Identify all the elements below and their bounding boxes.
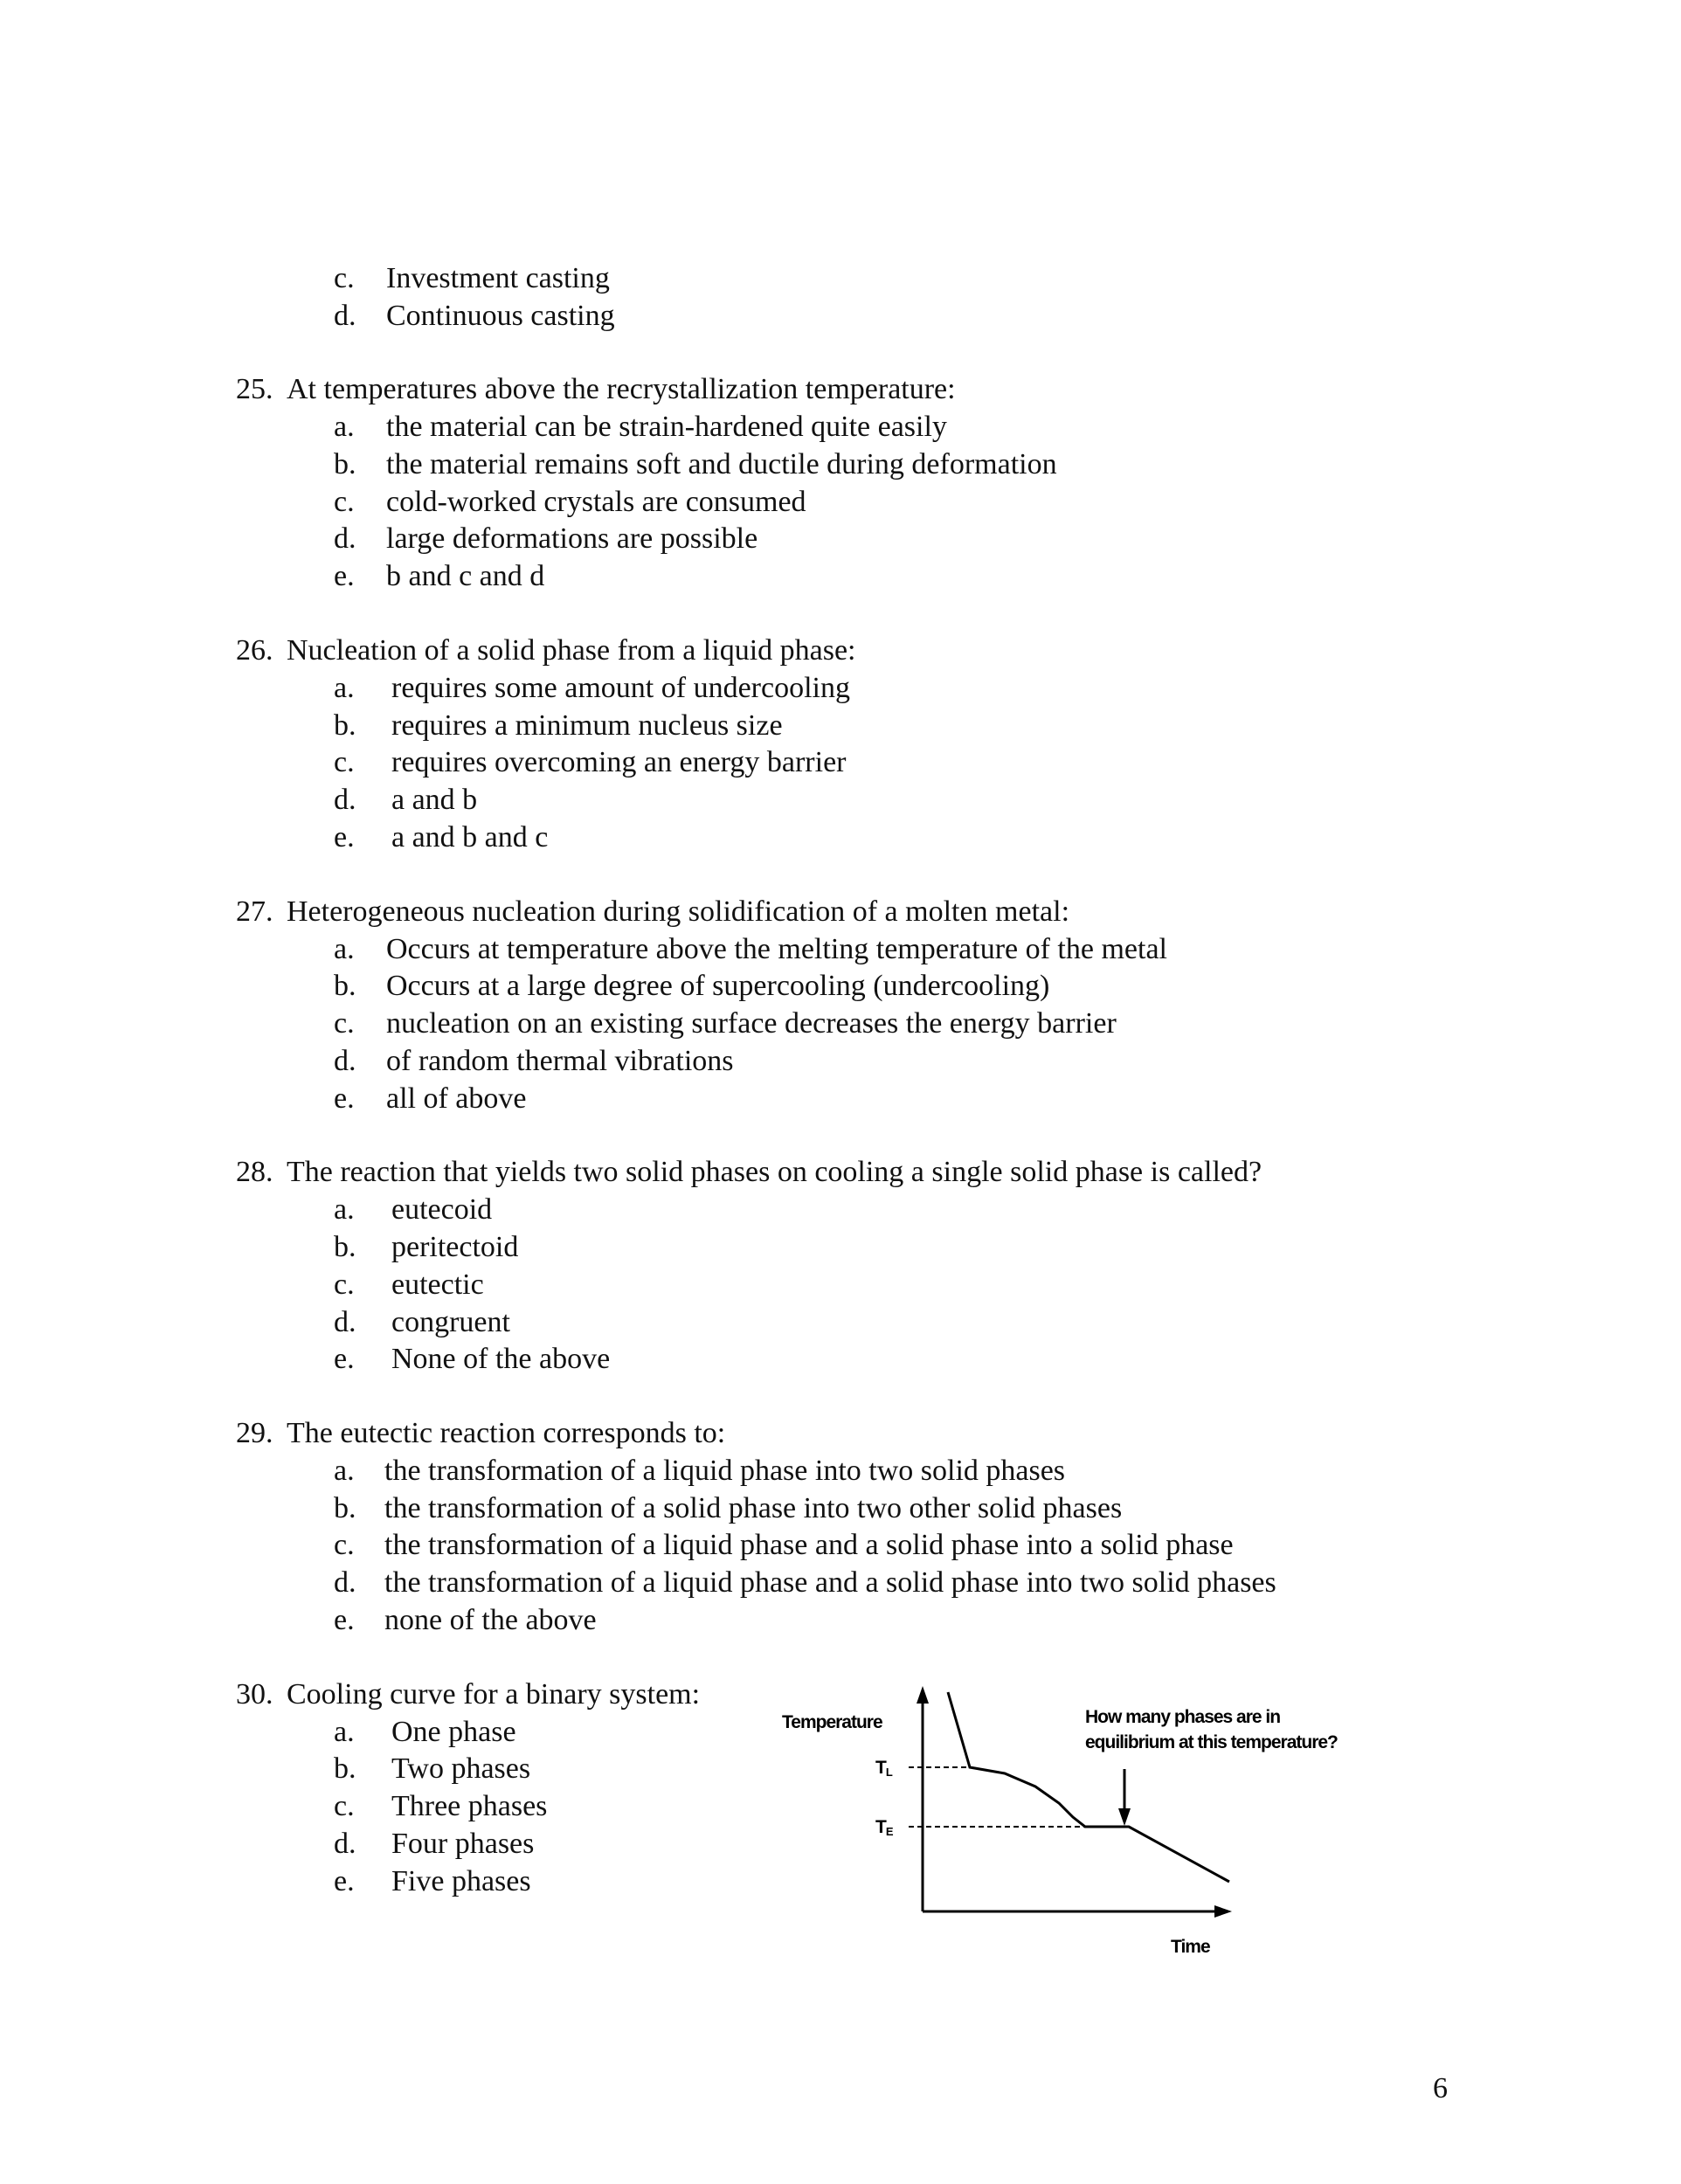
option-letter: c. — [334, 1529, 355, 1561]
option-text: large deformations are possible — [386, 522, 758, 555]
option-text: eutecoid — [391, 1193, 493, 1226]
option-text: None of the above — [391, 1343, 611, 1375]
question-stem: Nucleation of a solid phase from a liquid phase: — [287, 634, 856, 667]
tl-label: TL — [875, 1758, 892, 1779]
option-letter: c. — [334, 1007, 355, 1040]
page-number: 6 — [1433, 2072, 1448, 2105]
option-letter: b. — [334, 970, 356, 1002]
option-text: congruent — [391, 1306, 510, 1338]
option-letter: a. — [334, 411, 355, 443]
option-text: One phase — [391, 1716, 516, 1748]
option-text: the material can be strain-hardened quite easily — [386, 411, 947, 443]
y-axis-label: Temperature — [782, 1712, 882, 1732]
option-letter: a. — [334, 1716, 355, 1748]
down-arrowhead — [1118, 1808, 1131, 1826]
option-letter: c. — [334, 486, 355, 518]
option-letter: e. — [334, 1865, 355, 1897]
option-letter: a. — [334, 1193, 355, 1226]
option-letter: d. — [334, 1306, 356, 1338]
question-stem: The eutectic reaction corresponds to: — [287, 1417, 726, 1449]
option-letter: a. — [334, 933, 355, 965]
option-letter: d. — [334, 522, 356, 555]
option-text: the transformation of a solid phase into two other solid phases — [384, 1492, 1123, 1524]
option-text: Continuous casting — [386, 300, 615, 332]
option-text: of random thermal vibrations — [386, 1045, 734, 1077]
option-letter: e. — [334, 1082, 355, 1115]
x-axis-label: Time — [1171, 1937, 1210, 1957]
option-letter: e. — [334, 1604, 355, 1636]
option-text: peritectoid — [391, 1231, 519, 1263]
question-stem: Cooling curve for a binary system: — [287, 1678, 701, 1711]
option-text: Three phases — [391, 1790, 548, 1822]
option-letter: c. — [334, 746, 355, 778]
option-letter: b. — [334, 1231, 356, 1263]
option-letter: a. — [334, 1455, 355, 1487]
option-letter: e. — [334, 1343, 355, 1375]
option-letter: e. — [334, 560, 355, 592]
diagram-question-line2: equilibrium at this temperature? — [1085, 1732, 1338, 1752]
option-letter: c. — [334, 1790, 355, 1822]
option-text: Occurs at a large degree of supercooling (undercooling) — [386, 970, 1050, 1002]
question-number: 28. — [236, 1156, 273, 1188]
option-letter: b. — [334, 1752, 356, 1785]
option-letter: d. — [334, 1045, 356, 1077]
option-text: eutectic — [391, 1268, 484, 1301]
question-stem: Heterogeneous nucleation during solidification of a molten metal: — [287, 895, 1070, 928]
option-text: a and b — [391, 784, 478, 816]
option-letter: b. — [334, 1492, 356, 1524]
option-text: the transformation of a liquid phase into two solid phases — [384, 1455, 1066, 1487]
option-text: Investment casting — [386, 262, 610, 294]
option-text: a and b and c — [391, 821, 549, 854]
x-axis-arrowhead — [1214, 1905, 1232, 1918]
question-stem: The reaction that yields two solid phases on cooling a single solid phase is called? — [287, 1156, 1262, 1188]
option-text: the transformation of a liquid phase and a solid phase into a solid phase — [384, 1529, 1234, 1561]
question-number: 25. — [236, 373, 273, 405]
option-text: the transformation of a liquid phase and a solid phase into two solid phases — [384, 1566, 1276, 1599]
option-letter: c. — [334, 1268, 355, 1301]
option-text: nucleation on an existing surface decreases the energy barrier — [386, 1007, 1117, 1040]
option-letter: a. — [334, 672, 355, 704]
question-stem: At temperatures above the recrystallization temperature: — [287, 373, 956, 405]
option-letter: c. — [334, 262, 355, 294]
option-text: none of the above — [384, 1604, 597, 1636]
option-letter: e. — [334, 821, 355, 854]
question-number: 27. — [236, 895, 273, 928]
te-label: TE — [875, 1817, 893, 1838]
option-text: cold-worked crystals are consumed — [386, 486, 806, 518]
question-number: 26. — [236, 634, 273, 667]
option-text: b and c and d — [386, 560, 545, 592]
option-text: all of above — [386, 1082, 527, 1115]
question-number: 29. — [236, 1417, 273, 1449]
option-letter: b. — [334, 448, 356, 480]
y-axis-arrowhead — [917, 1686, 929, 1704]
option-text: the material remains soft and ductile during deformation — [386, 448, 1057, 480]
option-letter: d. — [334, 300, 356, 332]
diagram-question-line1: How many phases are in — [1085, 1707, 1281, 1727]
option-letter: d. — [334, 1566, 356, 1599]
option-text: requires some amount of undercooling — [391, 672, 850, 704]
option-text: Two phases — [391, 1752, 531, 1785]
option-letter: b. — [334, 709, 356, 742]
option-letter: d. — [334, 1828, 356, 1860]
option-text: Four phases — [391, 1828, 535, 1860]
question-number: 30. — [236, 1678, 273, 1711]
option-text: requires a minimum nucleus size — [391, 709, 783, 742]
option-text: requires overcoming an energy barrier — [391, 746, 847, 778]
option-letter: d. — [334, 784, 356, 816]
option-text: Occurs at temperature above the melting temperature of the metal — [386, 933, 1167, 965]
option-text: Five phases — [391, 1865, 531, 1897]
